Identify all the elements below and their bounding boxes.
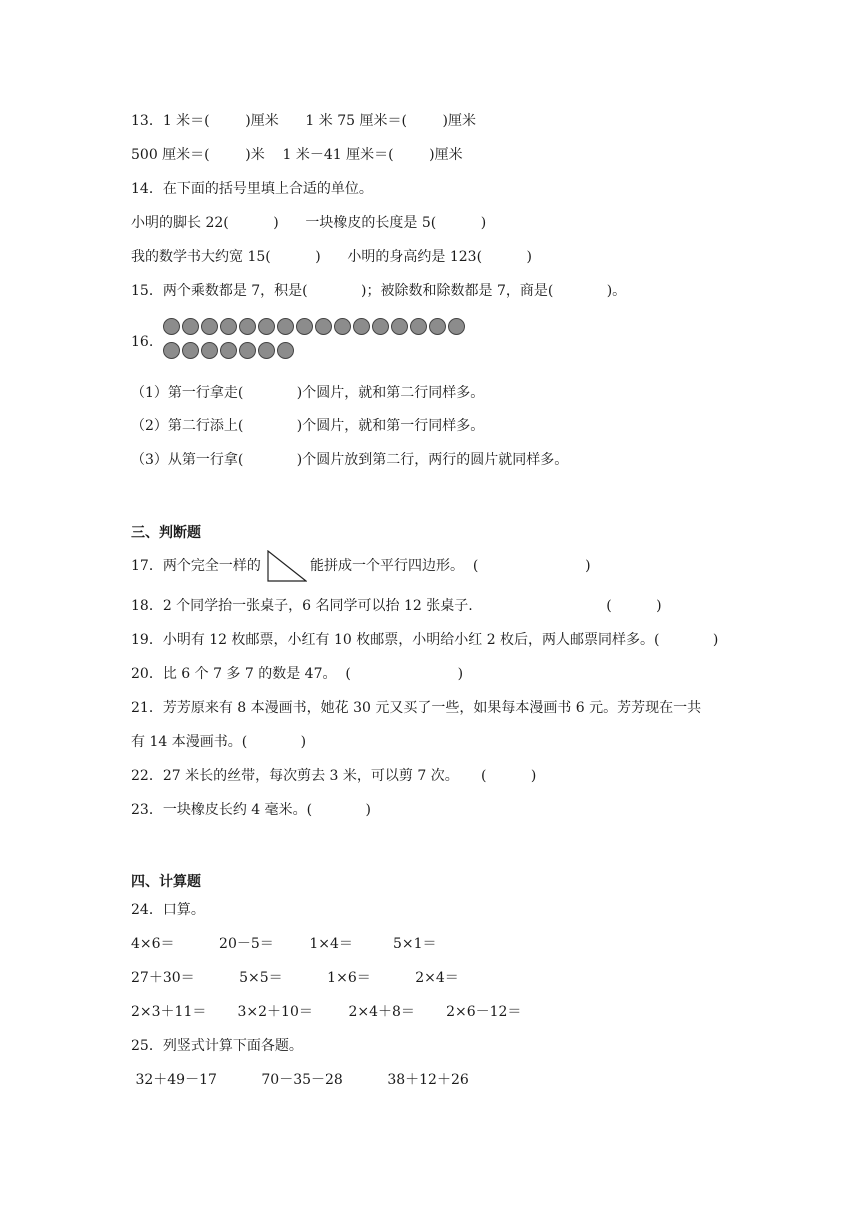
section3-title: 三、判断题 (131, 525, 201, 541)
disc (372, 318, 389, 335)
disc (201, 342, 218, 359)
disc (182, 318, 199, 335)
section4-title: 四、计算题 (131, 874, 201, 890)
q14-line1: 小明的脚长 22( ) 一块橡皮的长度是 5( ) (131, 215, 487, 231)
disc (182, 342, 199, 359)
q23-text: 23．一块橡皮长约 4 毫米。( ) (131, 802, 371, 818)
q21-text-b: 有 14 本漫画书。( ) (131, 734, 307, 750)
disc (277, 342, 294, 359)
disc (220, 318, 237, 335)
q16-sub3: （3）从第一行拿( )个圆片放到第二行，两行的圆片就同样多。 (131, 452, 569, 468)
q25-title: 25．列竖式计算下面各题。 (131, 1038, 303, 1054)
disc (239, 318, 256, 335)
q24-line3: 2×3＋11＝ 3×2＋10＝ 2×4＋8＝ 2×6－12＝ (131, 1004, 522, 1020)
disc (448, 318, 465, 335)
q18-text: 18．2 个同学抬一张桌子，6 名同学可以抬 12 张桌子. ( ) (131, 598, 662, 614)
q25-line1: 32＋49－17 70－35－28 38＋12＋26 (131, 1072, 469, 1088)
disc (201, 318, 218, 335)
q15-text: 15．两个乘数都是 7，积是( )；被除数和除数都是 7，商是( )。 (131, 283, 627, 299)
disc (296, 318, 313, 335)
disc (429, 318, 446, 335)
disc (163, 318, 180, 335)
q13-line2: 500 厘米＝( )米 1 米－41 厘米＝( )厘米 (131, 147, 463, 163)
q20-text: 20．比 6 个 7 多 7 的数是 47。 ( ) (131, 666, 464, 682)
q17-text-b: 能拼成一个平行四边形。 ( ) (310, 558, 591, 574)
disc (277, 318, 294, 335)
disc (334, 318, 351, 335)
q16-row1-discs (163, 318, 465, 335)
q16-sub2: （2）第二行添上( )个圆片，就和第一行同样多。 (131, 418, 485, 434)
q16-label: 16. (131, 334, 154, 350)
q17-text-a: 17．两个完全一样的 (131, 558, 261, 574)
disc (391, 318, 408, 335)
q14-title: 14．在下面的括号里填上合适的单位。 (131, 181, 373, 197)
q24-line2: 27＋30＝ 5×5＝ 1×6＝ 2×4＝ (131, 970, 459, 986)
q24-title: 24．口算。 (131, 902, 205, 918)
q16-sub1: （1）第一行拿走( )个圆片，就和第二行同样多。 (131, 385, 485, 401)
disc (410, 318, 427, 335)
q16-row2-discs (163, 342, 294, 359)
right-triangle-figure (267, 550, 307, 582)
disc (239, 342, 256, 359)
q22-text: 22．27 米长的丝带，每次剪去 3 米，可以剪 7 次。 ( ) (131, 768, 537, 784)
disc (220, 342, 237, 359)
q14-line2: 我的数学书大约宽 15( ) 小明的身高约是 123( ) (131, 249, 532, 265)
q13-line1: 13．1 米＝( )厘米 1 米 75 厘米＝( )厘米 (131, 113, 476, 129)
q19-text: 19．小明有 12 枚邮票，小红有 10 枚邮票，小明给小红 2 枚后，两人邮票同样多。( ) (131, 632, 719, 648)
q21-text-a: 21．芳芳原来有 8 本漫画书，她花 30 元又买了一些，如果每本漫画书 6 元。芳芳现在一共 (131, 700, 702, 716)
q24-line1: 4×6＝ 20－5＝ 1×4＝ 5×1＝ (131, 936, 437, 952)
disc (258, 342, 275, 359)
disc (353, 318, 370, 335)
disc (258, 318, 275, 335)
disc (163, 342, 180, 359)
disc (315, 318, 332, 335)
